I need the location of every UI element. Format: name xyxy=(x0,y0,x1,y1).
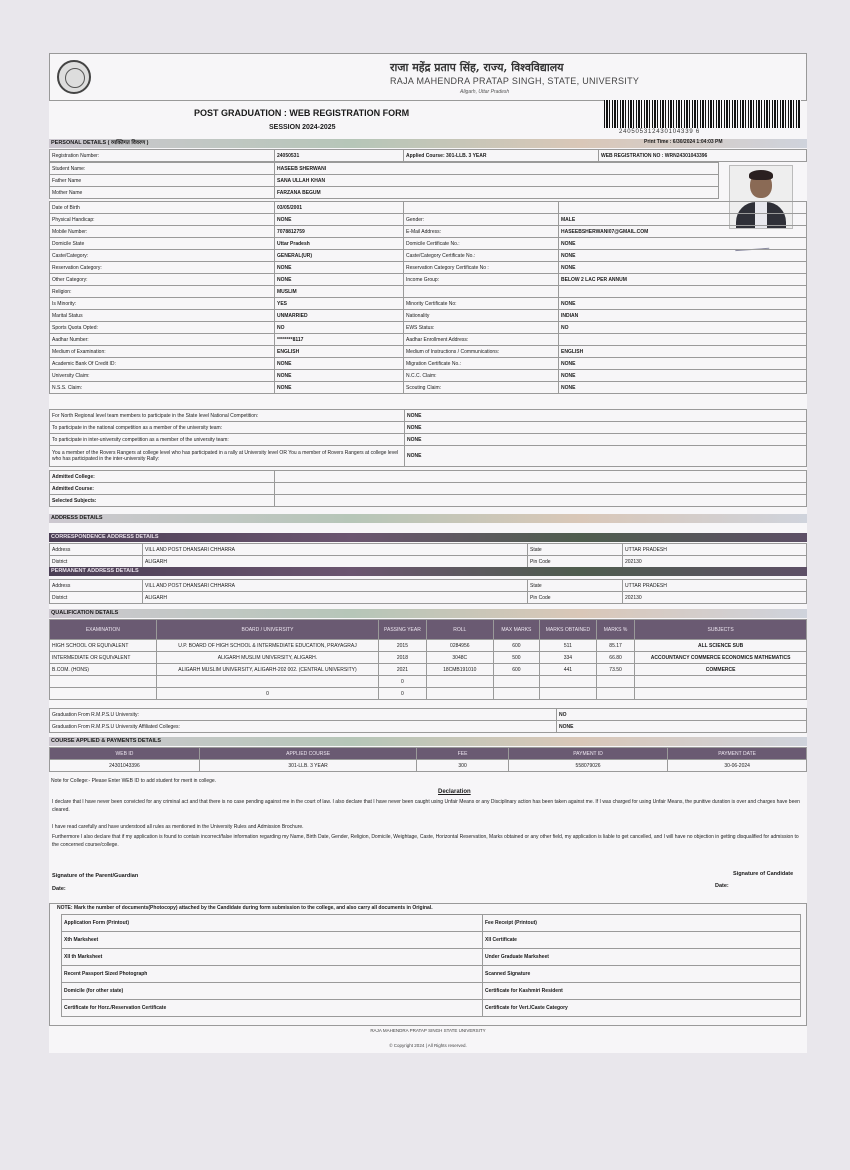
qualification-section-header xyxy=(49,609,807,618)
qualification-cell xyxy=(635,676,807,688)
table-row xyxy=(50,358,807,370)
table-row xyxy=(50,709,807,721)
permanent-address-table xyxy=(49,579,807,604)
field-value: MALE xyxy=(559,214,807,226)
table-row xyxy=(50,471,807,483)
qualification-cell: 334 xyxy=(539,652,596,664)
graduation-label: Graduation From R.M.P.S.U University: xyxy=(50,709,557,721)
candidate-signature-label: Signature of Candidate xyxy=(733,871,794,877)
parent-signature-label: Signature of the Parent/Guardian xyxy=(52,873,139,879)
field-value: NONE xyxy=(275,382,404,394)
table-row xyxy=(50,688,807,700)
field-label: Academic Bank Of Credit ID: xyxy=(50,358,275,370)
table-row xyxy=(50,322,807,334)
course-header: FEE xyxy=(417,748,509,760)
field-label: Scouting Claim: xyxy=(404,382,559,394)
course-section-header xyxy=(49,737,807,746)
personal-details-table xyxy=(49,201,807,394)
table-row xyxy=(50,495,807,507)
field-value: GENERAL(UR) xyxy=(275,250,404,262)
competition-value: NONE xyxy=(405,434,807,446)
field-label: Marital Status xyxy=(50,310,275,322)
qualification-cell: ALIGARH MUSLIM UNIVERSITY, ALIGARH. xyxy=(156,652,379,664)
document-item: Certificate for Kashmiri Resident xyxy=(483,983,801,1000)
document-item: Certificate for Horz./Reservation Certificate xyxy=(62,1000,483,1017)
field-label: Income Group: xyxy=(404,274,559,286)
competition-label: For North Regional level team members to participate in the State level National Competition: xyxy=(50,410,405,422)
declaration-title: Declaration xyxy=(438,789,471,795)
table-row xyxy=(50,226,807,238)
graduation-table xyxy=(49,708,807,733)
table-row xyxy=(50,214,807,226)
field-value: FARZANA BEGUM xyxy=(275,187,719,199)
document-item: Xth Marksheet xyxy=(62,932,483,949)
qualification-cell: B.COM. (HONS) xyxy=(50,664,157,676)
course-header: PAYMENT DATE xyxy=(668,748,807,760)
university-name-hindi: राजा महेंद्र प्रताप सिंह, राज्य, विश्वविद्यालय xyxy=(390,61,564,74)
table-row xyxy=(50,544,807,556)
qualification-cell xyxy=(539,676,596,688)
field-value: 03/05/2001 xyxy=(275,202,404,214)
applied-course: Applied Course: 301-LLB. 3 YEAR xyxy=(404,150,599,162)
qualification-cell xyxy=(50,688,157,700)
field-label xyxy=(404,286,559,298)
field-label: Date of Birth xyxy=(50,202,275,214)
qualification-cell: INTERMEDIATE OR EQUIVALENT xyxy=(50,652,157,664)
qualification-cell: 0284956 xyxy=(426,640,493,652)
qualification-header: MARKS OBTAINED xyxy=(539,620,596,640)
district-value: ALIGARH xyxy=(143,556,528,568)
correspondence-address-table xyxy=(49,543,807,568)
qualification-cell: COMMERCE xyxy=(635,664,807,676)
field-value xyxy=(559,286,807,298)
qualification-cell xyxy=(426,676,493,688)
state-value: UTTAR PRADESH xyxy=(623,544,807,556)
state-value: UTTAR PRADESH xyxy=(623,580,807,592)
table-row xyxy=(50,652,807,664)
permanent-title: PERMANENT ADDRESS DETAILS xyxy=(51,568,139,574)
qualification-cell: 3048C xyxy=(426,652,493,664)
field-value: HASEEBSHERWANI07@GMAIL.COM xyxy=(559,226,807,238)
session-label: SESSION 2024-2025 xyxy=(269,124,336,131)
field-label: Other Category: xyxy=(50,274,275,286)
address-section-title: ADDRESS DETAILS xyxy=(51,515,103,521)
field-label: Domicile State xyxy=(50,238,275,250)
field-value: ENGLISH xyxy=(275,346,404,358)
field-value: UNMARRIED xyxy=(275,310,404,322)
field-value: ENGLISH xyxy=(559,346,807,358)
table-row xyxy=(62,949,801,966)
address-value: VILL AND POST DHANSARI CHHARRA xyxy=(143,580,528,592)
candidate-date-label: Date: xyxy=(715,883,729,889)
state-label: State xyxy=(528,580,623,592)
document-item: Under Graduate Marksheet xyxy=(483,949,801,966)
registration-number-label: Registration Number: xyxy=(50,150,275,162)
address-section-header xyxy=(49,514,807,523)
table-row xyxy=(50,262,807,274)
field-label: Mother Name xyxy=(50,187,275,199)
table-row xyxy=(50,187,719,199)
field-value: NONE xyxy=(559,262,807,274)
qualification-cell: ACCOUNTANCY COMMERCE ECONOMICS MATHEMATICS xyxy=(635,652,807,664)
field-label: Religion: xyxy=(50,286,275,298)
table-row xyxy=(62,915,801,932)
field-label: Aadhar Number: xyxy=(50,334,275,346)
course-cell: 300 xyxy=(417,760,509,772)
field-label: Reservation Category Certificate No : xyxy=(404,262,559,274)
competition-value: NONE xyxy=(405,422,807,434)
field-label xyxy=(404,202,559,214)
competition-label: You a member of the Rovers Rangers at college level who has participated in a rally at University level OR You a member of Rovers Rangers at college level who has participated in the inter-university Rally: xyxy=(50,446,405,467)
table-row xyxy=(50,346,807,358)
course-cell: 301-LLB. 3 YEAR xyxy=(199,760,416,772)
course-payment-table xyxy=(49,747,807,772)
pin-label: Pin Code xyxy=(528,592,623,604)
field-value: NONE xyxy=(559,298,807,310)
documents-checklist xyxy=(61,914,801,1017)
admission-value xyxy=(275,495,807,507)
field-value: SANA ULLAH KHAN xyxy=(275,175,719,187)
admission-value xyxy=(275,471,807,483)
qualification-section-title: QUALIFICATION DETAILS xyxy=(51,610,119,616)
table-row xyxy=(50,238,807,250)
qualification-cell xyxy=(493,676,539,688)
field-label: Caste/Category: xyxy=(50,250,275,262)
field-value: NONE xyxy=(275,274,404,286)
field-value: BELOW 2 LAC PER ANNUM xyxy=(559,274,807,286)
qualification-table xyxy=(49,619,807,700)
qualification-cell xyxy=(493,688,539,700)
qualification-cell: 18CMB191010 xyxy=(426,664,493,676)
course-cell: 30-06-2024 xyxy=(668,760,807,772)
field-value: NO xyxy=(275,322,404,334)
qualification-cell: ALIGARH MUSLIM UNIVERSITY, ALIGARH-202 002. (CENTRAL UNIVERSITY) xyxy=(156,664,379,676)
field-value: NONE xyxy=(559,238,807,250)
state-label: State xyxy=(528,544,623,556)
table-row xyxy=(50,410,807,422)
footer-copyright: © Copyright 2024 | All Rights reserved. xyxy=(389,1043,467,1048)
admission-label: Admitted College: xyxy=(50,471,275,483)
document-item: Certificate for Vert./Caste Category xyxy=(483,1000,801,1017)
course-header: APPLIED COURSE xyxy=(199,748,416,760)
qualification-cell: 2018 xyxy=(379,652,426,664)
barcode-number: 240505312430104339 6 xyxy=(619,129,701,135)
field-label: Is Minority: xyxy=(50,298,275,310)
district-label: District xyxy=(50,592,143,604)
competition-label: To participate in inter-university competition as a member of the university team: xyxy=(50,434,405,446)
qualification-cell xyxy=(596,688,634,700)
field-label: University Claim: xyxy=(50,370,275,382)
university-location: Aligarh, Uttar Pradesh xyxy=(460,89,510,95)
field-value: YES xyxy=(275,298,404,310)
table-row xyxy=(50,382,807,394)
field-label: N.S.S. Claim: xyxy=(50,382,275,394)
field-label: Student Name: xyxy=(50,163,275,175)
course-cell: 24301043396 xyxy=(50,760,200,772)
personal-section-title: PERSONAL DETAILS ( व्यक्तिगत विवरण ) xyxy=(51,140,149,146)
field-value: INDIAN xyxy=(559,310,807,322)
document-item: Recent Passport Sized Photograph xyxy=(62,966,483,983)
qualification-cell: 511 xyxy=(539,640,596,652)
graduation-label: Graduation From R.M.P.S.U University Affiliated Colleges: xyxy=(50,721,557,733)
table-row xyxy=(50,422,807,434)
barcode-image xyxy=(604,100,801,128)
field-value: NONE xyxy=(275,370,404,382)
address-value: VILL AND POST DHANSARI CHHARRA xyxy=(143,544,528,556)
document-item: XII Certificate xyxy=(483,932,801,949)
qualification-header: SUBJECTS xyxy=(635,620,807,640)
field-value xyxy=(559,334,807,346)
qualification-header: ROLL xyxy=(426,620,493,640)
field-value: Uttar Pradesh xyxy=(275,238,404,250)
qualification-cell: 0 xyxy=(379,676,426,688)
qualification-cell xyxy=(156,676,379,688)
course-header: PAYMENT ID xyxy=(508,748,667,760)
field-label: Minority Certificate No: xyxy=(404,298,559,310)
field-value: NONE xyxy=(559,382,807,394)
permanent-header xyxy=(49,567,807,576)
table-row xyxy=(50,592,807,604)
table-row xyxy=(50,310,807,322)
registration-form-sheet xyxy=(49,53,807,1053)
university-logo xyxy=(57,60,91,94)
table-row xyxy=(50,434,807,446)
pin-label: Pin Code xyxy=(528,556,623,568)
field-label: Domicile Certificate No.: xyxy=(404,238,559,250)
field-label: Migration Certificate No.: xyxy=(404,358,559,370)
field-label: Caste/Category Certificate No.: xyxy=(404,250,559,262)
field-label: Aadhar Enrollment Address: xyxy=(404,334,559,346)
district-label: District xyxy=(50,556,143,568)
field-value: 7078812759 xyxy=(275,226,404,238)
document-item: XII th Marksheet xyxy=(62,949,483,966)
table-row xyxy=(50,620,807,640)
pin-value: 202130 xyxy=(623,592,807,604)
field-value xyxy=(559,202,807,214)
name-table xyxy=(49,162,719,199)
graduation-value: NO xyxy=(557,709,807,721)
document-item: Application Form (Printout) xyxy=(62,915,483,932)
competition-label: To participate in the national competition as a member of the university team: xyxy=(50,422,405,434)
web-registration-number: WEB REGISTRATION NO : WRN24301043396 xyxy=(599,150,807,162)
field-label: Father Name xyxy=(50,175,275,187)
table-row xyxy=(50,446,807,467)
table-row xyxy=(50,298,807,310)
field-value: NONE xyxy=(559,358,807,370)
qualification-cell: HIGH SCHOOL OR EQUIVALENT xyxy=(50,640,157,652)
correspondence-header xyxy=(49,533,807,542)
qualification-header: PASSING YEAR xyxy=(379,620,426,640)
table-row xyxy=(50,250,807,262)
correspondence-title: CORRESPONDENCE ADDRESS DETAILS xyxy=(51,534,159,540)
field-value: NONE xyxy=(275,214,404,226)
university-name-english: RAJA MAHENDRA PRATAP SINGH, STATE, UNIVERSITY xyxy=(390,76,640,86)
table-row xyxy=(50,748,807,760)
field-value: NONE xyxy=(275,262,404,274)
table-row xyxy=(50,370,807,382)
field-value: NONE xyxy=(559,370,807,382)
qualification-cell: 66.80 xyxy=(596,652,634,664)
registration-number-value: 24050531 xyxy=(275,150,404,162)
document-item: Scanned Signature xyxy=(483,966,801,983)
qualification-cell xyxy=(635,688,807,700)
declaration-paragraph-1: I declare that I have never been convicted for any criminal act and that there is no case pending against me in the court of law. I also declare that I have never been caught using Unfair Means or any Disciplinary action has been taken against me. If I was charged for using Unfair Means, the punitive duration is over and charges have been cleared. xyxy=(52,799,800,813)
table-row xyxy=(62,932,801,949)
admission-label: Admitted Course: xyxy=(50,483,275,495)
qualification-cell: 500 xyxy=(493,652,539,664)
field-label: N.C.C. Claim: xyxy=(404,370,559,382)
qualification-header: MARKS % xyxy=(596,620,634,640)
table-row xyxy=(50,163,719,175)
qualification-header: MAX MARKS xyxy=(493,620,539,640)
field-label: Sports Quota Opted: xyxy=(50,322,275,334)
table-row xyxy=(50,640,807,652)
document-item: Domicile (for other state) xyxy=(62,983,483,1000)
registration-table xyxy=(49,149,807,162)
district-value: ALIGARH xyxy=(143,592,528,604)
table-row xyxy=(50,202,807,214)
field-label: Medium of Instructions / Communications: xyxy=(404,346,559,358)
pin-value: 202130 xyxy=(623,556,807,568)
college-note: Note for College:- Please Enter WEB ID to add student for merit in college. xyxy=(51,778,217,784)
parent-date-label: Date: xyxy=(52,886,66,892)
field-value: ********8117 xyxy=(275,334,404,346)
table-row xyxy=(62,1000,801,1017)
qualification-cell: 441 xyxy=(539,664,596,676)
admission-label: Selected Subjects: xyxy=(50,495,275,507)
table-row xyxy=(50,483,807,495)
print-time: Print Time : 6/30/2024 1:04:03 PM xyxy=(644,139,723,145)
field-value: MUSLIM xyxy=(275,286,404,298)
address-label: Address xyxy=(50,580,143,592)
field-value: HASEEB SHERWANI xyxy=(275,163,719,175)
field-label: Mobile Number: xyxy=(50,226,275,238)
table-row xyxy=(50,676,807,688)
admission-value xyxy=(275,483,807,495)
field-label: E-Mail Address: xyxy=(404,226,559,238)
address-label: Address xyxy=(50,544,143,556)
qualification-cell: 2021 xyxy=(379,664,426,676)
qualification-cell: 2015 xyxy=(379,640,426,652)
documents-note: NOTE: Mark the number of documents(Photocopy) attached by the Candidate during form submission to the college, and also carry all documents in Original. xyxy=(57,905,433,911)
field-label: Medium of Examination: xyxy=(50,346,275,358)
form-title: POST GRADUATION : WEB REGISTRATION FORM xyxy=(194,108,410,118)
field-label: Nationality xyxy=(404,310,559,322)
qualification-cell: 600 xyxy=(493,664,539,676)
qualification-cell: 0 xyxy=(156,688,379,700)
field-value: NONE xyxy=(275,358,404,370)
table-row xyxy=(50,274,807,286)
table-row xyxy=(50,175,719,187)
graduation-value: NONE xyxy=(557,721,807,733)
footer-university: RAJA MAHENDRA PRATAP SINGH STATE UNIVERSITY xyxy=(370,1028,486,1033)
university-header xyxy=(49,53,807,101)
course-header: WEB ID xyxy=(50,748,200,760)
course-cell: 558079026 xyxy=(508,760,667,772)
admission-table xyxy=(49,470,807,507)
course-section-title: COURSE APPLIED & PAYMENTS DETAILS xyxy=(51,738,162,744)
qualification-cell: 85.17 xyxy=(596,640,634,652)
table-row xyxy=(50,664,807,676)
field-label: EWS Status: xyxy=(404,322,559,334)
qualification-cell: 600 xyxy=(493,640,539,652)
table-row xyxy=(50,334,807,346)
declaration-paragraph-3: Furthermore I also declare that if my application is found to contain incorrect/false information regarding my Name, Birth Date, Gender, Religion, Domicile, Weightage, Caste, Horizontal Reservation, Marks obtained or any other field, my application is liable to get cancelled, and I will have no objection in getting disqualified for admission to the concerned course/college. xyxy=(52,834,799,848)
qualification-cell: ALL SCIENCE SUB xyxy=(635,640,807,652)
table-row xyxy=(50,580,807,592)
field-value: NONE xyxy=(559,250,807,262)
qualification-cell: 0 xyxy=(379,688,426,700)
qualification-cell: U.P. BOARD OF HIGH SCHOOL & INTERMEDIATE EDUCATION, PRAYAGRAJ xyxy=(156,640,379,652)
field-label: Physical Handicap: xyxy=(50,214,275,226)
qualification-header: EXAMINATION xyxy=(50,620,157,640)
competition-value: NONE xyxy=(405,410,807,422)
table-row xyxy=(50,556,807,568)
qualification-cell xyxy=(50,676,157,688)
table-row xyxy=(62,966,801,983)
field-value: NO xyxy=(559,322,807,334)
competition-table xyxy=(49,409,807,467)
declaration-paragraph-2: I have read carefully and have understood all rules as mentioned in the University Rules and Admission Brochure. xyxy=(52,824,304,830)
competition-value: NONE xyxy=(405,446,807,467)
field-label: Reservation Category: xyxy=(50,262,275,274)
document-item: Fee Receipt (Printout) xyxy=(483,915,801,932)
table-row xyxy=(50,760,807,772)
qualification-cell: 73.50 xyxy=(596,664,634,676)
qualification-header: BOARD / UNIVERSITY xyxy=(156,620,379,640)
qualification-cell xyxy=(539,688,596,700)
table-row xyxy=(50,286,807,298)
qualification-cell xyxy=(426,688,493,700)
qualification-cell xyxy=(596,676,634,688)
table-row xyxy=(62,983,801,1000)
table-row xyxy=(50,721,807,733)
field-label: Gender: xyxy=(404,214,559,226)
